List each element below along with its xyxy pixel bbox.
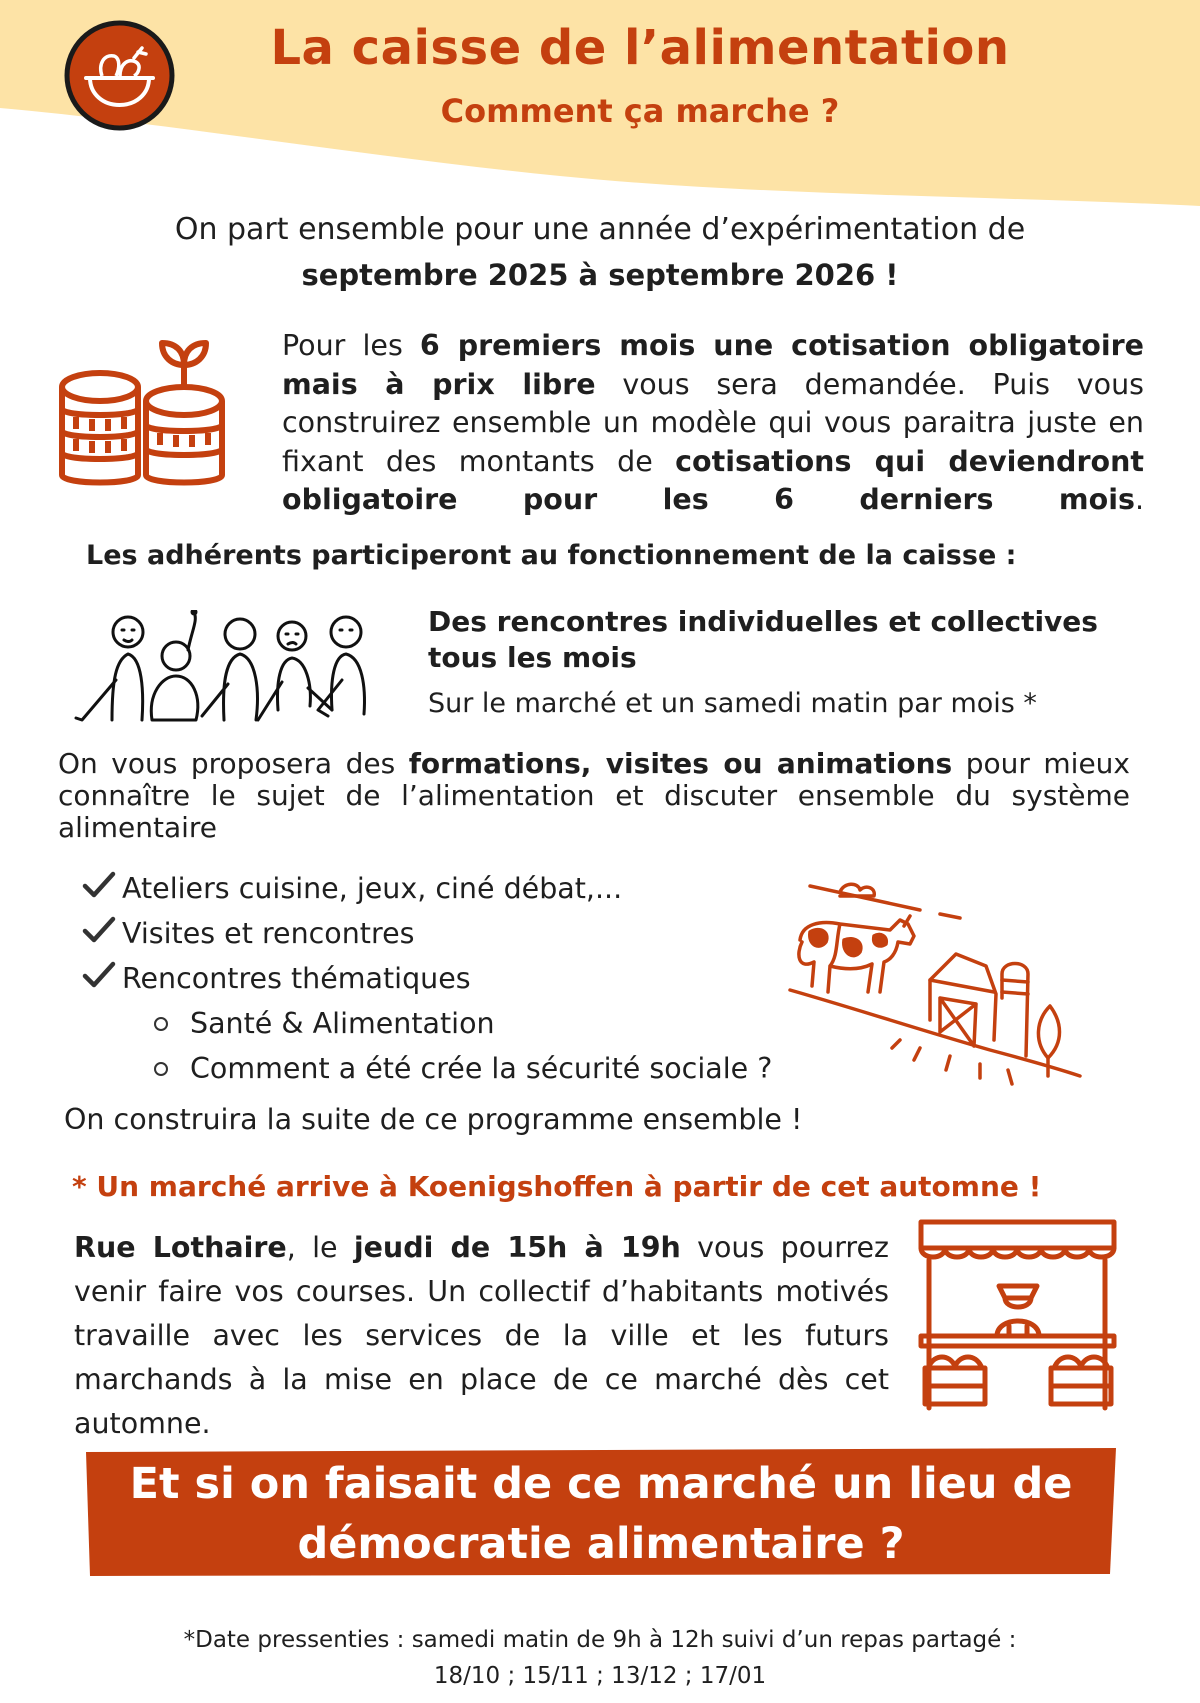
marche-title: * Un marché arrive à Koenigshoffen à partir de cet automne ! bbox=[72, 1170, 1042, 1203]
banner-line: Et si on faisait de ce marché un lieu de bbox=[129, 1459, 1073, 1509]
list-subitem: Comment a été crée la sécurité sociale ? bbox=[82, 1046, 842, 1091]
intro-dates: septembre 2025 à septembre 2026 ! bbox=[301, 258, 899, 292]
rencontres-subtitle: Sur le marché et un samedi matin par mois * bbox=[428, 688, 1037, 719]
market-stall-icon bbox=[915, 1218, 1120, 1413]
footer-dates: 18/10 ; 15/11 ; 13/12 ; 17/01 bbox=[433, 1663, 767, 1689]
banner-line: démocratie alimentaire ? bbox=[297, 1519, 905, 1569]
cotisation-paragraph: Pour les 6 premiers mois une cotisation obligatoire mais à prix libre vous sera demandée. Puis vous construirez ensemble un modèle qui vous paraitra juste en fixant des montants de cotisations qui deviendront obligatoire pour les 6 derniers mois. bbox=[282, 329, 1144, 516]
list-item: Visites et rencontres bbox=[82, 911, 842, 956]
list-subitem: Santé & Alimentation bbox=[82, 1001, 842, 1046]
checkmark-icon bbox=[82, 960, 122, 997]
people-group-icon bbox=[72, 610, 402, 730]
checkmark-icon bbox=[82, 915, 122, 952]
adherents-heading: Les adhérents participeront au fonctionnement de la caisse : bbox=[86, 540, 1017, 571]
list-item: Rencontres thématiques bbox=[82, 956, 842, 1001]
bullet-icon bbox=[154, 1017, 168, 1031]
farm-cow-icon bbox=[780, 880, 1110, 1090]
suite-text: On construira la suite de ce programme ensemble ! bbox=[64, 1103, 803, 1136]
banner-text bbox=[86, 1454, 1116, 1574]
page-title: La caisse de l’alimentation bbox=[270, 20, 1010, 76]
activities-list bbox=[82, 866, 842, 1091]
footer-note bbox=[60, 1622, 1140, 1694]
intro-line: On part ensemble pour une année d’expérimentation de bbox=[174, 212, 1026, 247]
salad-bowl-icon bbox=[62, 18, 177, 133]
bullet-icon bbox=[154, 1062, 168, 1076]
marche-paragraph: Rue Lothaire, le jeudi de 15h à 19h vous pourrez venir faire vos courses. Un collectif d’habitants motivés travaille avec les services de la ville et les futurs marchands à la mise en place de ce marché dès cet automne. bbox=[74, 1231, 889, 1440]
page-subtitle: Comment ça marche ? bbox=[440, 92, 840, 130]
coins-plant-icon bbox=[52, 335, 232, 495]
footer-line: *Date pressenties : samedi matin de 9h à 12h suivi d’un repas partagé : bbox=[183, 1627, 1017, 1653]
formations-paragraph: On vous proposera des formations, visites ou animations pour mieux connaître le sujet de l’alimentation et discuter ensemble du système alimentaire bbox=[58, 747, 1130, 844]
list-item: Ateliers cuisine, jeux, ciné débat,... bbox=[82, 866, 842, 911]
checkmark-icon bbox=[82, 870, 122, 907]
rencontres-title: Des rencontres individuelles et collectives tous les mois bbox=[428, 605, 1098, 674]
